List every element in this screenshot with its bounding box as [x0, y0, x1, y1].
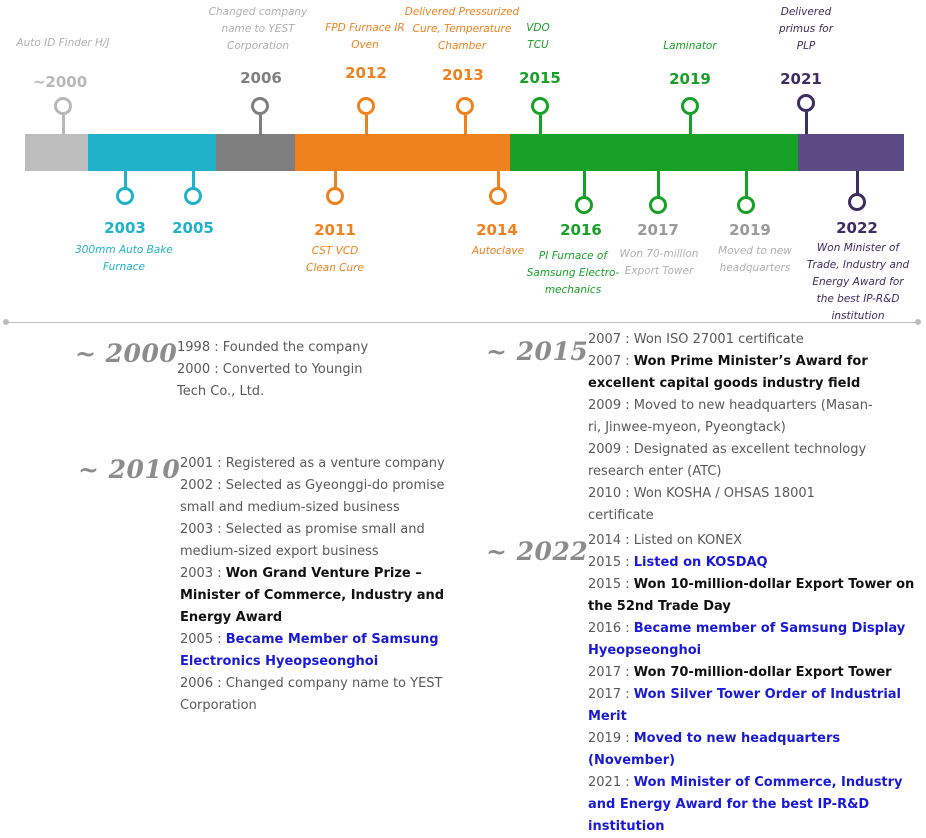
milestone-stem [583, 171, 586, 197]
history-entry-year: 1998 [177, 340, 211, 355]
history-entry-text: Converted to Youngin Tech Co., Ltd. [177, 362, 363, 399]
milestone-caption: CST VCD Clean Cure [306, 245, 364, 274]
history-entry-year: 2003 [180, 522, 214, 537]
milestone-caption: Auto ID Finder H/J [16, 37, 110, 49]
milestone-stem [124, 171, 127, 188]
milestone-stem [745, 171, 748, 197]
milestone-year: 2014 [476, 221, 518, 239]
milestone-year: ~2000 [32, 73, 88, 91]
era-list-2022 [588, 530, 918, 838]
milestone-caption: Laminator [663, 40, 717, 52]
timeline-segment-orange [295, 134, 510, 171]
milestone-dot [531, 97, 549, 115]
history-entry [588, 351, 873, 395]
milestone-dot [575, 196, 593, 214]
history-entry-separator: : [621, 577, 634, 592]
history-entry-separator: : [621, 442, 634, 457]
history-entry [588, 439, 873, 483]
history-entry-separator: : [621, 533, 634, 548]
milestone-caption: FPD Furnace IR Oven [325, 22, 405, 51]
milestone-year: 2011 [314, 221, 356, 239]
history-entry-year: 2009 [588, 398, 622, 413]
history-entry-text: Won Minister of Commerce, Industry and Energy Award for the best IP-R&D institution [588, 775, 903, 834]
milestone-stem [539, 115, 542, 134]
milestone-stem [365, 115, 368, 134]
divider-endpoint [3, 319, 9, 325]
milestone-dot [456, 97, 474, 115]
section-divider [6, 322, 918, 323]
milestone-year: 2015 [519, 69, 561, 87]
history-entry [588, 684, 918, 728]
history-entry-text: Changed company name to YEST Corporation [180, 676, 443, 713]
milestone-caption: Moved to new headquarters [718, 245, 792, 274]
era-title-2010: ~ 2010 [78, 455, 181, 484]
timeline-segment-teal [88, 134, 216, 171]
history-entry-year: 2001 [180, 456, 214, 471]
milestone-stem [62, 115, 65, 134]
era-list-2000 [177, 337, 387, 403]
history-entry [588, 483, 873, 527]
history-entry [588, 728, 918, 772]
milestone-stem [464, 115, 467, 134]
history-entry-text: Won ISO 27001 certificate [633, 332, 804, 347]
milestone-caption: Changed company name to YEST Corporation [208, 6, 308, 52]
history-entry-year: 2017 [588, 665, 622, 680]
history-entry-text: Became member of Samsung Display Hyeopseonghoi [588, 621, 906, 658]
milestone-year: 2022 [836, 219, 878, 237]
history-entry-year: 2016 [588, 621, 622, 636]
milestone-stem [259, 115, 262, 134]
history-entry [177, 359, 387, 403]
history-entry-text: Won Silver Tower Order of Industrial Merit [588, 687, 902, 724]
milestone-caption: Delivered Pressurized Cure, Temperature Chamber [404, 6, 520, 52]
history-entry-separator: : [213, 676, 226, 691]
timeline [0, 0, 926, 330]
milestone-year: 2019 [729, 221, 771, 239]
history-entry [588, 530, 918, 552]
milestone-caption: VDO TCU [526, 22, 550, 51]
milestone-stem [856, 171, 859, 194]
history-entry-text: Listed on KOSDAQ [633, 555, 768, 570]
history-entry-text: Won KOSHA / OHSAS 18001 certificate [588, 486, 815, 523]
history-entry-year: 2015 [588, 577, 622, 592]
history-entry-year: 2006 [180, 676, 214, 691]
history-entry-text: Selected as promise small and medium-sized export business [180, 522, 425, 559]
history-entry-year: 2015 [588, 555, 622, 570]
milestone-dot [251, 97, 269, 115]
milestone-stem [689, 115, 692, 134]
history-entry-separator: : [621, 731, 634, 746]
milestone-caption: Won Minister of Trade, Industry and Energy Award for the best IP-R&D institution [806, 242, 910, 322]
history-entry-year: 2007 [588, 332, 622, 347]
history-entry [180, 673, 476, 717]
history-entry-separator: : [621, 398, 634, 413]
history-entry [180, 453, 476, 475]
milestone-caption: 300mm Auto Bake Furnace [75, 244, 173, 273]
milestone-year: 2005 [172, 219, 214, 237]
history-entry-text: Became Member of Samsung Electronics Hyeopseonghoi [180, 632, 439, 669]
history-entry [588, 772, 918, 838]
milestone-year: 2016 [560, 221, 602, 239]
milestone-caption: Won 70-million Export Tower [619, 248, 699, 277]
history-entry-text: Designated as excellent technology research enter (ATC) [588, 442, 867, 479]
timeline-segment-gray [25, 134, 88, 171]
era-title-2015: ~ 2015 [486, 337, 589, 366]
history-entry-separator: : [621, 354, 634, 369]
milestone-dot [184, 187, 202, 205]
milestone-dot [797, 94, 815, 112]
milestone-dot [737, 196, 755, 214]
milestone-caption: Delivered primus for PLP [778, 6, 834, 52]
milestone-year: 2019 [669, 70, 711, 88]
milestone-stem [805, 112, 808, 134]
era-list-2015 [588, 329, 873, 527]
history-entry [180, 629, 476, 673]
history-entry-year: 2014 [588, 533, 622, 548]
history-entry-year: 2010 [588, 486, 622, 501]
history-entry-year: 2000 [177, 362, 211, 377]
history-entry-text: Won Grand Venture Prize – Minister of Commerce, Industry and Energy Award [180, 566, 445, 625]
milestone-dot [357, 97, 375, 115]
history-entry-separator: : [210, 340, 223, 355]
milestone-stem [192, 171, 195, 188]
milestone-dot [54, 97, 72, 115]
milestone-year: 2017 [637, 221, 679, 239]
history-entry-text: Founded the company [222, 340, 369, 355]
milestone-stem [657, 171, 660, 197]
history-entry-separator: : [621, 621, 634, 636]
timeline-segment-green [510, 134, 798, 171]
history-entry-year: 2005 [180, 632, 214, 647]
history-entry-separator: : [621, 665, 634, 680]
history-entry [588, 574, 918, 618]
milestone-year: 2013 [442, 66, 484, 84]
milestone-year: 2012 [345, 64, 387, 82]
milestone-stem [497, 171, 500, 188]
history-entry-text: Moved to new headquarters (Masan-ri, Jinwee-myeon, Pyeongtack) [588, 398, 873, 435]
milestone-year: 2003 [104, 219, 146, 237]
milestone-dot [848, 193, 866, 211]
history-entry-text: Won 10-million-dollar Export Tower on the 52nd Trade Day [588, 577, 915, 614]
era-title-2000: ~ 2000 [75, 339, 178, 368]
history-entry-year: 2021 [588, 775, 622, 790]
history-entry-separator: : [621, 332, 634, 347]
history-entry [177, 337, 387, 359]
history-entry [180, 563, 476, 629]
timeline-segment-darkgray [216, 134, 295, 171]
history-entry-text: Selected as Gyeonggi-do promise small and medium-sized business [180, 478, 445, 515]
history-entry-separator: : [621, 555, 634, 570]
history-entry [588, 662, 918, 684]
history-entry [588, 395, 873, 439]
milestone-dot [681, 97, 699, 115]
history-entry [180, 475, 476, 519]
history-entry-separator: : [213, 522, 226, 537]
history-entry-text: Listed on KONEX [633, 533, 743, 548]
milestone-year: 2021 [780, 70, 822, 88]
history-entry-text: Registered as a venture company [225, 456, 445, 471]
history-entry-text: Moved to new headquarters (November) [588, 731, 841, 768]
milestone-year: 2006 [240, 69, 282, 87]
history-entry-separator: : [210, 362, 223, 377]
history-entry-separator: : [621, 687, 634, 702]
divider-endpoint [915, 319, 921, 325]
history-entry-year: 2003 [180, 566, 214, 581]
history-entry-year: 2017 [588, 687, 622, 702]
history-entry [588, 552, 918, 574]
milestone-caption: Autoclave [471, 245, 525, 257]
history-entry-year: 2007 [588, 354, 622, 369]
history-entry [180, 519, 476, 563]
history-entry-separator: : [213, 478, 226, 493]
history-entry-text: Won Prime Minister’s Award for excellent capital goods industry field [588, 354, 868, 391]
history-entry-separator: : [621, 486, 634, 501]
milestone-stem [334, 171, 337, 188]
history-entry-text: Won 70-million-dollar Export Tower [633, 665, 892, 680]
history-entry [588, 329, 873, 351]
era-title-2022: ~ 2022 [486, 537, 589, 566]
history-entry-separator: : [621, 775, 634, 790]
history-entry [588, 618, 918, 662]
timeline-segment-purple [798, 134, 904, 171]
era-list-2010 [180, 453, 476, 717]
milestone-dot [326, 187, 344, 205]
history-entry-separator: : [213, 456, 226, 471]
milestone-dot [489, 187, 507, 205]
history-entry-separator: : [213, 632, 226, 647]
history-entry-year: 2019 [588, 731, 622, 746]
history-entry-year: 2009 [588, 442, 622, 457]
history-entry-year: 2002 [180, 478, 214, 493]
milestone-caption: PI Furnace of Samsung Electro-mechanics [526, 250, 620, 296]
milestone-dot [116, 187, 134, 205]
history-entry-separator: : [213, 566, 226, 581]
milestone-dot [649, 196, 667, 214]
